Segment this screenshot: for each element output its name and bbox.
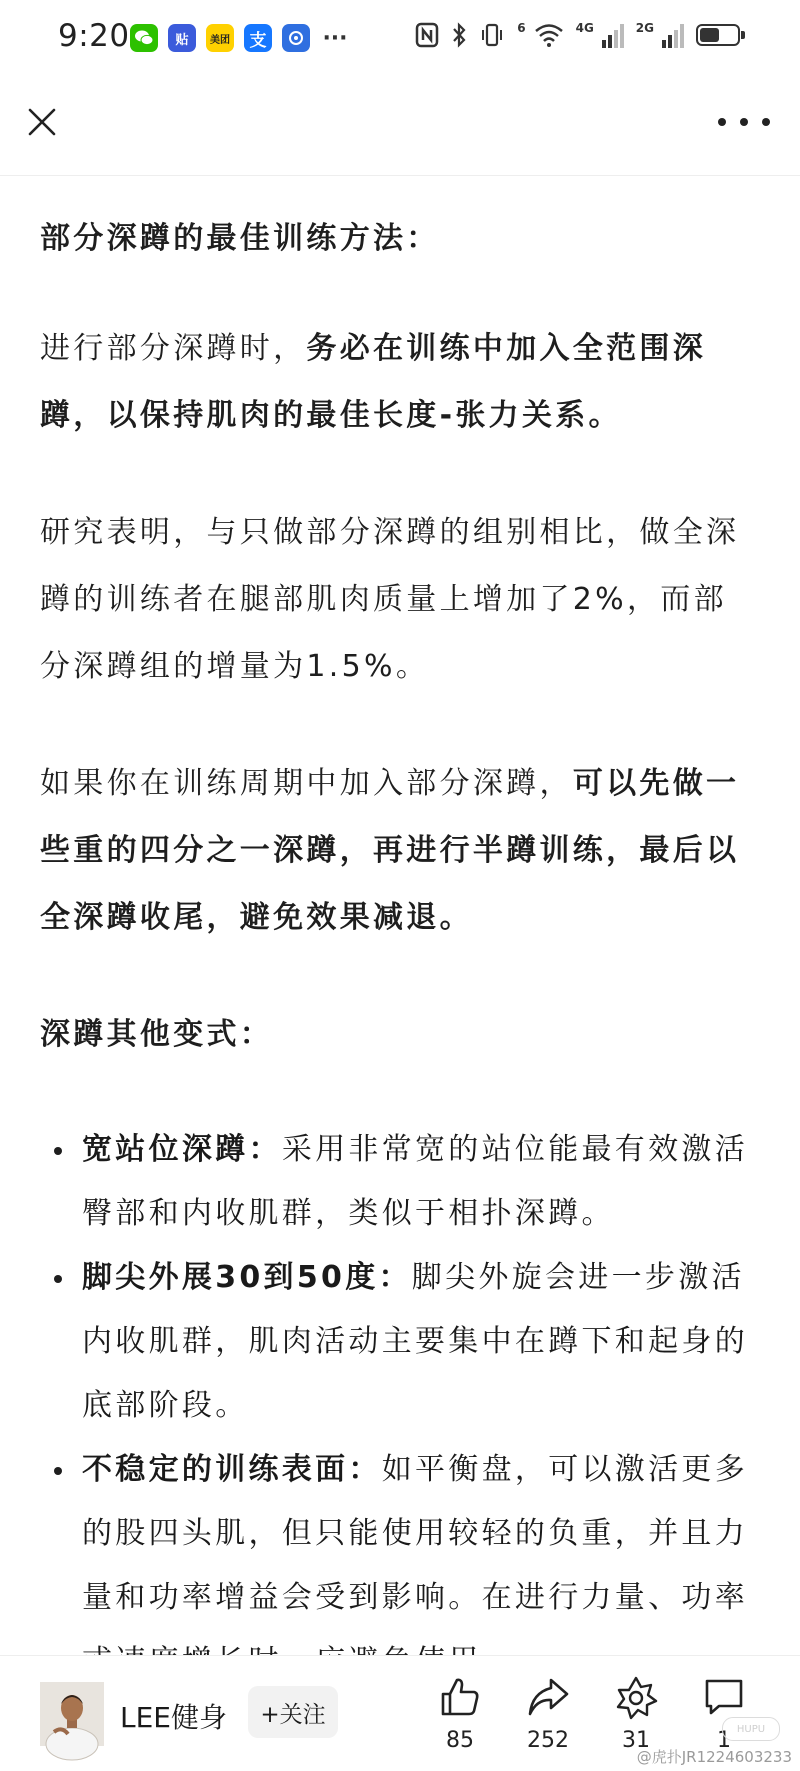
alipay-icon: 支 <box>244 24 272 52</box>
tieba-icon: 贴 <box>168 24 196 52</box>
follow-button[interactable]: +关注 <box>248 1686 338 1738</box>
variation-list <box>40 1118 760 1694</box>
list-item-title: 不稳定的训练表面： <box>82 1452 382 1487</box>
vibrate-icon <box>479 22 505 48</box>
comment-count: 1 <box>717 1728 731 1753</box>
thumbs-up-icon <box>437 1674 483 1720</box>
award-star-icon <box>613 1674 659 1720</box>
article-body <box>40 175 760 1655</box>
paragraph-bold-text: 可以先做一些重的四分之一深蹲，再进行半蹲训练，最后以全深蹲收尾，避免效果减退。 <box>40 766 740 935</box>
like-count: 85 <box>446 1728 474 1753</box>
hupu-logo: HUPU <box>722 1717 780 1741</box>
list-item <box>40 1246 760 1438</box>
network-4g-label: 4G <box>575 21 594 35</box>
award-count: 31 <box>622 1728 650 1753</box>
share-button[interactable] <box>508 1674 588 1753</box>
list-item-title: 宽站位深蹲： <box>82 1132 282 1167</box>
award-button[interactable] <box>596 1674 676 1753</box>
signal-icon-2 <box>662 22 684 48</box>
battery-icon <box>696 24 740 46</box>
network-2g-label: 2G <box>635 21 654 35</box>
paragraph-text: 如果你在训练周期中加入部分深蹲， <box>40 766 573 801</box>
more-options-icon[interactable] <box>718 102 770 142</box>
paragraph: 研究表明，与只做部分深蹲的组别相比，做全深蹲的训练者在腿部肌肉质量上增加了2%，而部分深蹲组的增量为1.5%。 <box>40 515 740 684</box>
share-icon <box>525 1674 571 1720</box>
top-nav-bar <box>0 80 800 176</box>
section-heading: 深蹲其他变式： <box>40 1017 274 1052</box>
network-6-label: 6 <box>517 21 526 35</box>
paragraph-bold-text: 务必在训练中加入全范围深蹲，以保持肌肉的最佳长度-张力关系。 <box>40 331 707 433</box>
paragraph <box>40 750 760 951</box>
list-item-title: 脚尖外展30到50度： <box>82 1260 412 1295</box>
wifi-icon <box>534 23 564 47</box>
list-item <box>40 1118 760 1246</box>
notification-icons <box>130 24 350 52</box>
avatar[interactable] <box>40 1682 104 1746</box>
share-count: 252 <box>527 1728 569 1753</box>
more-notifications-icon: ··· <box>322 25 348 51</box>
paragraph <box>40 315 760 449</box>
author-name[interactable]: LEE健身 <box>120 1701 227 1734</box>
app-icon <box>282 24 310 52</box>
meituan-icon: 美团 <box>206 24 234 52</box>
comment-icon <box>701 1674 747 1720</box>
list-item-text: 采用非常宽的站位能最有效激活臀部和内收肌群，类似于相扑深蹲。 <box>82 1132 749 1231</box>
bottom-action-bar <box>0 1655 800 1771</box>
status-time: 9:20 <box>58 18 130 54</box>
list-item-text: 如平衡盘，可以激活更多的股四头肌，但只能使用较轻的负重，并且力量和功率增益会受到影响。在进行力量、功率 <box>82 1452 749 1615</box>
system-status-icons <box>415 22 740 48</box>
comment-button[interactable] <box>684 1674 764 1753</box>
watermark: @虎扑JR1224603233 <box>636 1748 792 1766</box>
bluetooth-icon <box>451 22 467 48</box>
status-bar <box>0 0 800 80</box>
signal-icon <box>602 22 624 48</box>
like-button[interactable] <box>420 1674 500 1753</box>
paragraph-text: 进行部分深蹲时， <box>40 331 307 366</box>
wechat-icon <box>130 24 158 52</box>
nfc-icon <box>415 22 439 48</box>
section-heading: 部分深蹲的最佳训练方法： <box>40 221 440 256</box>
battery-level <box>700 28 719 42</box>
close-icon[interactable] <box>22 102 62 142</box>
list-item-text: 脚尖外旋会进一步激活内收肌群，肌肉活动主要集中在蹲下和起身的底部阶段。 <box>82 1260 748 1423</box>
